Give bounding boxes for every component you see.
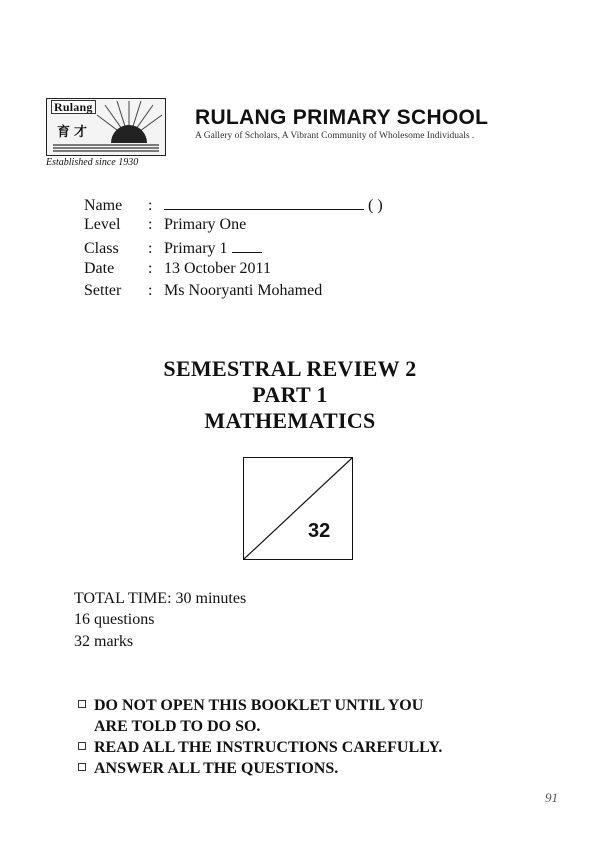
instruction-text: ARE TOLD TO DO SO. [94,718,261,735]
school-motto: A Gallery of Scholars, A Vibrant Community of Wholesome Individuals . [195,131,475,141]
exam-part: PART 1 [252,382,328,407]
class-row [84,238,262,258]
date-value: 13 October 2011 [164,260,271,277]
level-label: Level [84,216,121,233]
question-count: 16 questions [74,611,155,628]
instruction-text: DO NOT OPEN THIS BOOKLET UNTIL YOU [94,697,424,714]
colon: : [148,260,153,277]
colon: : [148,240,153,257]
name-row [84,195,383,215]
total-time: TOTAL TIME: 30 minutes [74,590,247,607]
instruction-item-continued [78,718,260,736]
school-logo [46,98,166,156]
index-number-parentheses: ( ) [368,197,383,214]
exam-title: SEMESTRAL REVIEW 2 [163,356,417,381]
diagonal-line-icon [244,458,352,559]
date-label: Date [84,260,115,277]
level-value: Primary One [164,216,247,233]
setter-value: Ms Nooryanti Mohamed [164,282,323,299]
instruction-item [78,739,442,757]
class-blank-field[interactable] [232,238,262,253]
setter-row [84,282,322,300]
logo-chinese-text: 育才 [57,125,92,140]
setter-label: Setter [84,282,122,299]
total-marks-value: 32 [308,520,331,542]
school-name: RULANG PRIMARY SCHOOL [195,106,489,129]
class-label: Class [84,240,119,257]
square-bullet-icon [78,700,86,708]
exam-subject: MATHEMATICS [204,408,376,433]
instruction-text: READ ALL THE INSTRUCTIONS CAREFULLY. [94,739,443,756]
instruction-text: ANSWER ALL THE QUESTIONS. [94,760,339,777]
square-bullet-icon [78,742,86,750]
name-label: Name [84,197,123,214]
page-number: 91 [545,790,558,805]
instruction-item [78,760,338,778]
marks-count: 32 marks [74,633,134,650]
square-bullet-icon [78,763,86,771]
colon: : [148,197,153,214]
established-text: Established since 1930 [46,157,139,168]
class-value: Primary 1 [164,240,228,257]
level-row [84,216,246,234]
logo-banner-text: Rulang [51,100,96,114]
instruction-item [78,697,423,715]
marks-box [243,457,353,560]
colon: : [148,216,153,233]
name-field[interactable] [164,195,364,210]
colon: : [148,282,153,299]
date-row [84,260,271,278]
